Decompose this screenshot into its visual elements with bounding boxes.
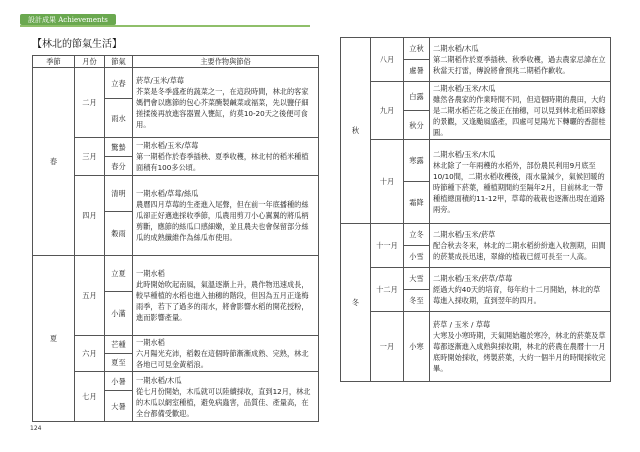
term-cell: 寒露 — [404, 140, 430, 182]
term-cell: 立冬 — [404, 224, 430, 246]
table-row — [341, 224, 611, 246]
term-cell: 冬至 — [404, 290, 430, 312]
season-cell-summer: 夏 — [33, 256, 75, 422]
term-cell: 霜降 — [404, 182, 430, 224]
month-cell: 九月 — [371, 82, 404, 140]
term-cell: 小雪 — [404, 246, 430, 268]
desc-cell: 二期水稻/玉米/木瓜 雖然各農家的作業時間不同，但這個時期的農田，大約是二期水稻芒花之後正在抽穗，可以見到林北稻田翠綠的景觀，又逢颱風盛產，四處可見陽光下轉曬的香甜桂圓。 — [430, 82, 611, 140]
term-cell: 大暑 — [105, 391, 133, 422]
left-calendar-table — [32, 55, 319, 422]
term-cell: 小滿 — [105, 292, 133, 336]
header-tab-label: 設計成果 Achievements — [28, 15, 108, 24]
desc-cell: 二期水稻/玉米/菸草 配合秋去冬來，林北的二期水稻紛紛進入收割期，田間的菸葉成長迅速，翠綠的植栽已經可長至一人高。 — [430, 224, 611, 268]
desc-cell: 一期水稻 六月陽光充沛，稻穀在這個時節漸漸成熟、完熟，林北各地已可見金黃稻浪。 — [133, 336, 319, 372]
term-cell: 立夏 — [105, 256, 133, 292]
table-header-row — [33, 56, 319, 68]
table-row — [33, 68, 319, 99]
desc-cell: 二期水稻/木瓜 第二期稻作於夏季插秧、秋季收穫，過去農家忌諱在立秋當天打雷，傳說將會預兆二期稻作歉收。 — [430, 38, 611, 82]
month-cell: 十月 — [371, 140, 404, 224]
table-row — [33, 138, 319, 157]
table-row — [341, 38, 611, 60]
header-bar — [20, 14, 620, 26]
term-cell: 白露 — [404, 82, 430, 111]
table-row — [33, 256, 319, 292]
table-row — [341, 312, 611, 382]
term-cell: 雨水 — [105, 99, 133, 138]
header-main: 主要作物與節俗 — [133, 56, 319, 68]
desc-cell: 二期水稻/玉米/菸草/草莓 經過大約40天的培育，每年約十二月開始，林北的草莓進入採收期，直到翌年的四月。 — [430, 268, 611, 312]
header-term: 節氣 — [105, 56, 133, 68]
term-cell: 芒種 — [105, 336, 133, 354]
desc-cell: 菸草/玉米/草莓 芥菜是冬季盛產的蔬菜之一，在這段時間，林北的客家媽們會以應節的包心芥菜醃製鹹菜或福菜，先以鹽仔細搓揉後再放進容器置入甕缸，約莫10-20天之後便可食用。 — [133, 68, 319, 138]
section-title: 【林北的節氣生活】 — [32, 39, 122, 50]
term-cell: 立春 — [105, 68, 133, 99]
month-cell: 一月 — [371, 312, 404, 382]
header-season: 季節 — [33, 56, 75, 68]
season-cell-winter: 冬 — [341, 224, 371, 382]
desc-cell: 一期水稻 此時開始吹起南風，氣溫逐漸上升，農作物迅速成長，較早種植的水稻也進入抽穗的階段，但因為五月正逢梅雨季，若下了過多的雨水，將會影響水稻的開花授粉，進而影響產量。 — [133, 256, 319, 336]
term-cell: 大雪 — [404, 268, 430, 290]
table-row — [341, 82, 611, 111]
term-cell: 秋分 — [404, 111, 430, 140]
month-cell: 十二月 — [371, 268, 404, 312]
month-cell: 七月 — [75, 372, 105, 422]
term-cell: 春分 — [105, 157, 133, 176]
month-cell: 二月 — [75, 68, 105, 138]
desc-cell: 二期水稻/玉米/木瓜 林北除了一年兩穫的水稻外，部份農民利用9月底至10/10間，二期水稻收穫後，雨水量減少，氣候回暖的時節種下菸葉，種植期間約至隔年2月，目前林北一帶種植總面積約11-12甲，草莓的栽栽也逐漸出現在道路兩旁。 — [430, 140, 611, 224]
month-cell: 四月 — [75, 176, 105, 256]
term-cell: 處暑 — [404, 60, 430, 82]
table-row — [33, 372, 319, 391]
header-tab — [20, 14, 116, 25]
right-calendar-table — [340, 37, 611, 382]
term-cell: 小寒 — [404, 312, 430, 382]
header-month: 月份 — [75, 56, 105, 68]
season-cell-spring: 春 — [33, 68, 75, 256]
page-number: 124 — [30, 425, 42, 432]
month-cell: 六月 — [75, 336, 105, 372]
header-divider — [20, 25, 310, 27]
term-cell: 小暑 — [105, 372, 133, 391]
term-cell: 夏至 — [105, 354, 133, 372]
season-cell-autumn: 秋 — [341, 38, 371, 224]
desc-cell: 一期水稻/草莓/絲瓜 農曆四月草莓的生產進入尾聲，但在前一年底播種的絲瓜卻正好邁進採收季節，瓜農用剪刀小心翼翼的將瓜柄剪斷，應節的絲瓜口感細嫩，並且農夫也會保留部分絲瓜的成熟纖維作為絲瓜布使用。 — [133, 176, 319, 256]
month-cell: 十一月 — [371, 224, 404, 268]
term-cell: 立秋 — [404, 38, 430, 60]
table-row — [33, 336, 319, 354]
month-cell: 八月 — [371, 38, 404, 82]
table-row — [33, 176, 319, 212]
desc-cell: 一期水稻/木瓜 從七月份開始，木瓜就可以陸續採收，直到12月，林北的木瓜以網室種植，避免病蟲害，品質佳、產量高，在全台都備受歡迎。 — [133, 372, 319, 422]
desc-cell: 菸草 / 玉米 / 草莓 大寒及小寒時期，天氣開始趨於寒冷，林北的菸葉及草莓都逐漸進入成熟與採收期，林北的菸農在農曆十一月底時開始採收，烤製菸葉，大約一個半月的時間採收完畢。 — [430, 312, 611, 382]
term-cell: 驚蟄 — [105, 138, 133, 157]
table-row — [341, 268, 611, 290]
term-cell: 清明 — [105, 176, 133, 212]
term-cell: 穀雨 — [105, 212, 133, 256]
table-row — [341, 140, 611, 182]
desc-cell: 一期水稻/玉米/草莓 第一期稻作於春季插秧、夏季收穫，林北村的稻米種植面積有100多公頃。 — [133, 138, 319, 176]
month-cell: 三月 — [75, 138, 105, 176]
month-cell: 五月 — [75, 256, 105, 336]
